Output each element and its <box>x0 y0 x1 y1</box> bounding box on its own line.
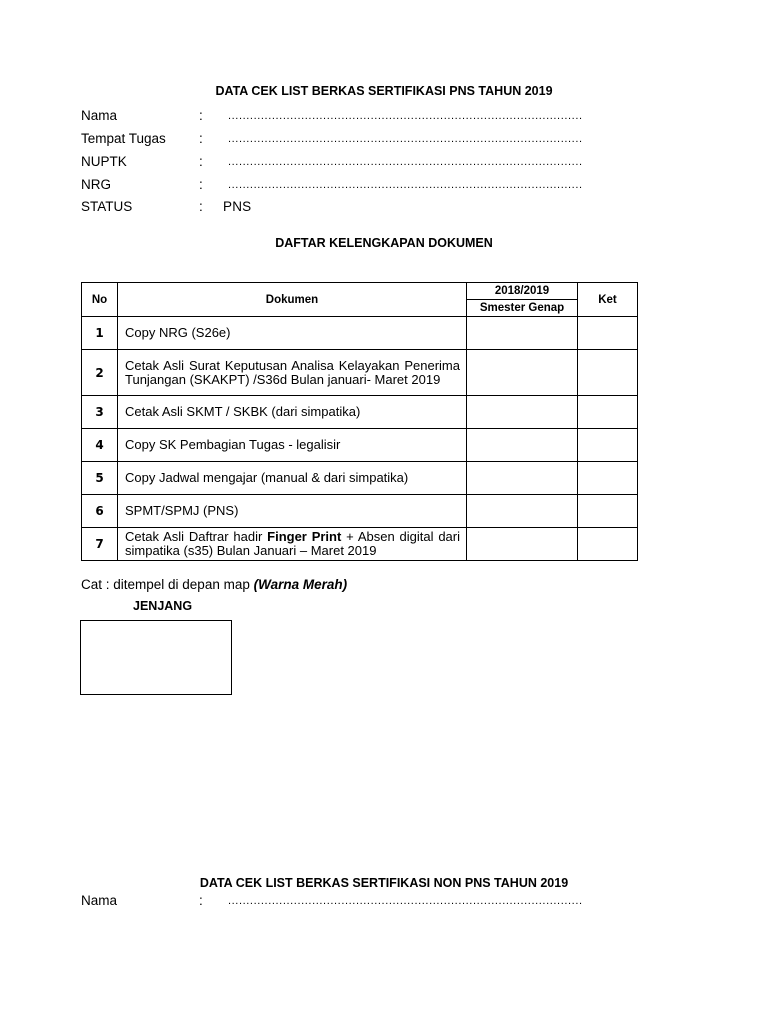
table-row <box>82 495 638 528</box>
row-ket-cell <box>578 528 638 561</box>
jenjang-label: JENJANG <box>133 599 193 613</box>
section1-subtitle: DAFTAR KELENGKAPAN DOKUMEN <box>275 236 493 250</box>
table-row <box>82 317 638 350</box>
field-label: Tempat Tugas <box>81 131 166 146</box>
field-value-blank: ................................................................................................. <box>228 179 583 191</box>
row-document: Copy SK Pembagian Tugas - legalisir <box>118 429 467 462</box>
field-label: STATUS <box>81 199 133 214</box>
header-period: 2018/2019 <box>467 283 578 300</box>
row-number: 1 <box>82 317 118 350</box>
field-value: PNS <box>223 199 252 214</box>
row-ket-cell <box>578 317 638 350</box>
section1-title: DATA CEK LIST BERKAS SERTIFIKASI PNS TAHUN 2019 <box>215 84 553 98</box>
row-number: 2 <box>82 350 118 396</box>
row-document-bold: Finger Print <box>267 529 342 544</box>
field-label: Nama <box>81 108 118 123</box>
row-check-cell <box>467 317 578 350</box>
header-semester: Smester Genap <box>467 300 578 317</box>
field-value-blank: ................................................................................................. <box>228 156 583 168</box>
note-text: Cat : ditempel di depan map <box>81 577 254 592</box>
row-check-cell <box>467 528 578 561</box>
field-colon: : <box>199 199 203 214</box>
row-check-cell <box>467 429 578 462</box>
table-row <box>82 350 638 396</box>
header-no: No <box>82 283 118 317</box>
field-value-blank: ................................................................................................. <box>228 133 583 145</box>
field-colon: : <box>199 177 203 192</box>
row-check-cell <box>467 396 578 429</box>
row-ket-cell <box>578 350 638 396</box>
row-number: 6 <box>82 495 118 528</box>
header-dokumen: Dokumen <box>118 283 467 317</box>
row-document-text: Cetak Asli Daftrar hadir <box>125 529 268 544</box>
row-ket-cell <box>578 429 638 462</box>
row-number: 4 <box>82 429 118 462</box>
row-check-cell <box>467 462 578 495</box>
row-document: Cetak Asli SKMT / SKBK (dari simpatika) <box>118 396 467 429</box>
header-ket: Ket <box>578 283 638 317</box>
row-ket-cell <box>578 396 638 429</box>
row-number: 3 <box>82 396 118 429</box>
field-colon: : <box>199 131 203 146</box>
field-label: Nama <box>81 893 118 908</box>
note-emphasis: (Warna Merah) <box>253 577 348 592</box>
row-document: Copy Jadwal mengajar (manual & dari simpatika) <box>118 462 467 495</box>
section2-title: DATA CEK LIST BERKAS SERTIFIKASI NON PNS TAHUN 2019 <box>199 876 569 890</box>
row-document: Cetak Asli Surat Keputusan Analisa Kelayakan Penerima Tunjangan (SKAKPT) /S36d Bulan januari- Maret 2019 <box>118 350 467 396</box>
row-check-cell <box>467 350 578 396</box>
table-row <box>82 528 638 561</box>
row-ket-cell <box>578 462 638 495</box>
jenjang-box <box>80 620 232 695</box>
field-label: NUPTK <box>81 154 127 169</box>
row-document: SPMT/SPMJ (PNS) <box>118 495 467 528</box>
row-number: 5 <box>82 462 118 495</box>
row-document <box>118 528 467 561</box>
row-ket-cell <box>578 495 638 528</box>
field-value-blank: ................................................................................................. <box>228 110 583 122</box>
row-check-cell <box>467 495 578 528</box>
field-colon: : <box>199 108 203 123</box>
table-row <box>82 462 638 495</box>
field-value-blank: ................................................................................................. <box>228 895 583 907</box>
documents-table <box>81 282 638 561</box>
table-row <box>82 396 638 429</box>
row-document-text: + Absen digital dari simpatika (s35) Bulan Januari – Maret 2019 <box>125 529 460 558</box>
table-row <box>82 429 638 462</box>
row-document: Copy NRG (S26e) <box>118 317 467 350</box>
field-label: NRG <box>81 177 111 192</box>
note <box>81 577 347 592</box>
row-number: 7 <box>82 528 118 561</box>
field-colon: : <box>199 154 203 169</box>
field-colon: : <box>199 893 203 908</box>
